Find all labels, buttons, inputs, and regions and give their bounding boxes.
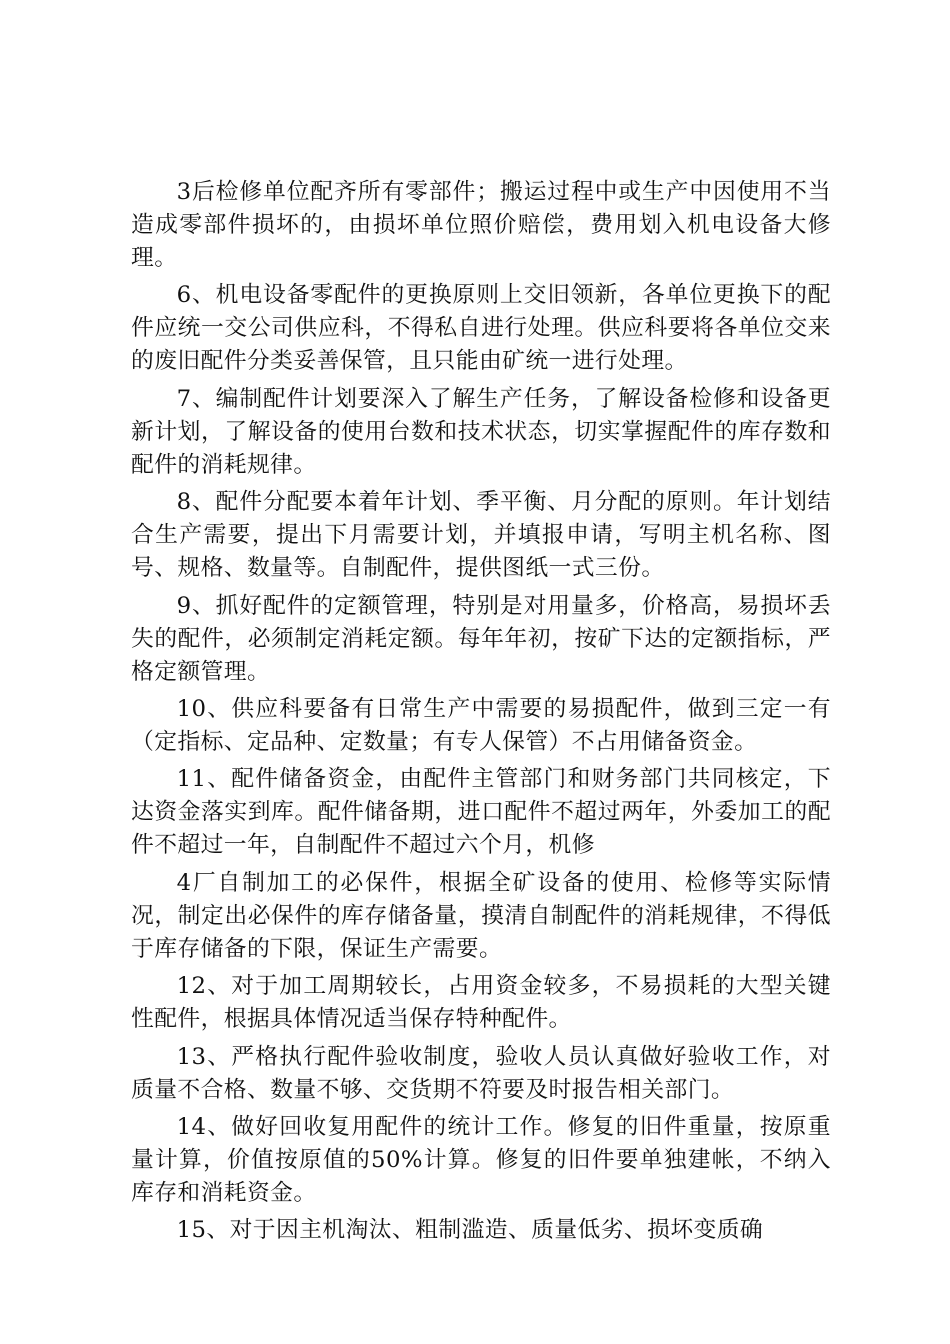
paragraph-11: 11、配件储备资金，由配件主管部门和财务部门共同核定，下达资金落实到库。配件储备期，进口配件不超过两年，外委加工的配件不超过一年，自制配件不超过六个月，机修 [131,766,831,859]
paragraph-10: 10、供应科要备有日常生产中需要的易损配件，做到三定一有（定指标、定品种、定数量；有专人保管）不占用储备资金。 [131,695,831,755]
paragraph-8: 8、配件分配要本着年计划、季平衡、月分配的原则。年计划结合生产需要，提出下月需要计划，并填报申请，写明主机名称、图号、规格、数量等。自制配件，提供图纸一式三份。 [131,489,831,582]
paragraph-15: 15、对于因主机淘汰、粗制滥造、质量低劣、损坏变质确 [176,1217,764,1244]
paragraph-7: 7、编制配件计划要深入了解生产任务，了解设备检修和设备更新计划，了解设备的使用台数和技术状态，切实掌握配件的库存数和配件的消耗规律。 [131,385,831,478]
paragraph-14: 14、做好回收复用配件的统计工作。修复的旧件重量，按原重量计算，价值按原值的50%计算。修复的旧件要单独建帐，不纳入库存和消耗资金。 [131,1113,831,1206]
paragraph-4-continued: 4厂自制加工的必保件，根据全矿设备的使用、检修等实际情况，制定出必保件的库存储备量，摸清自制配件的消耗规律，不得低于库存储备的下限，保证生产需要。 [131,869,831,962]
paragraph-3-continued: 3后检修单位配齐所有零部件；搬运过程中或生产中因使用不当造成零部件损坏的，由损坏单位照价赔偿，费用划入机电设备大修理。 [131,179,831,271]
paragraph-13: 13、严格执行配件验收制度，验收人员认真做好验收工作，对质量不合格、数量不够、交货期不符要及时报告相关部门。 [131,1043,831,1103]
paragraph-9: 9、抓好配件的定额管理，特别是对用量多，价格高，易损坏丢失的配件，必须制定消耗定额。每年年初，按矿下达的定额指标，严格定额管理。 [131,592,831,685]
paragraph-12: 12、对于加工周期较长，占用资金较多，不易损耗的大型关键性配件，根据具体情况适当保存特种配件。 [131,973,831,1033]
paragraph-6: 6、机电设备零配件的更换原则上交旧领新，各单位更换下的配件应统一交公司供应科，不得私自进行处理。供应科要将各单位交来的废旧配件分类妥善保管，且只能由矿统一进行处理。 [131,282,831,375]
document-page [131,176,831,1252]
